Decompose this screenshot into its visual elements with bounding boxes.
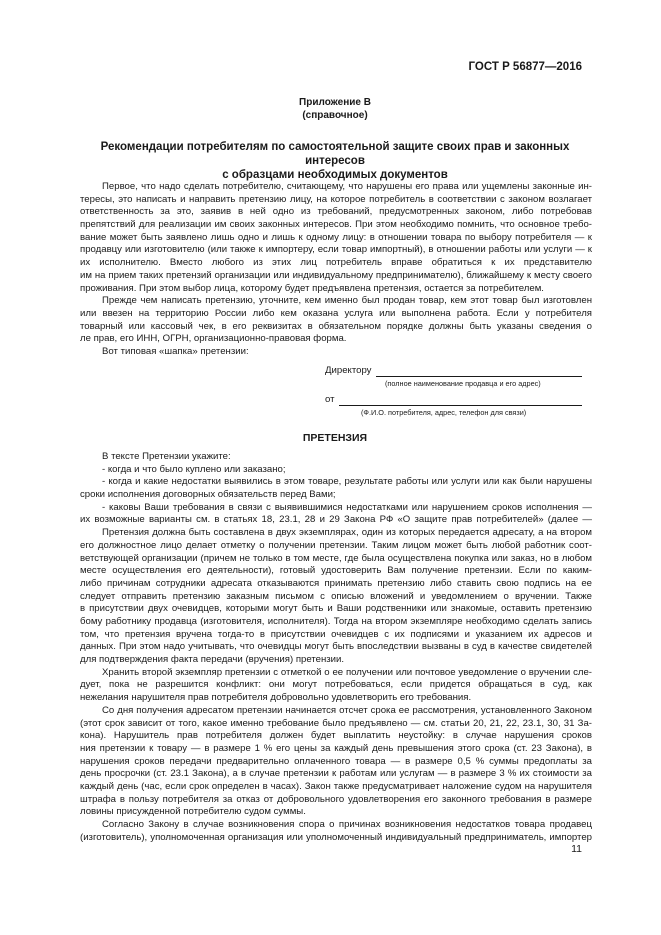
text-line: сроки исполнения договорных обязательств перед Вами; [80, 489, 336, 501]
page-number: 11 [571, 843, 582, 855]
heading-line: Рекомендации потребителям по самостоятельной защите своих прав и законных интересов [100, 141, 570, 167]
director-blank-line [376, 376, 582, 377]
text-line: данных. При этом надо учитывать, что очевидцы могут быть впоследствии вызваны в суд в качестве свидетелей [80, 641, 592, 653]
text-line: Вот типовая «шапка» претензии: [102, 345, 249, 357]
director-note: (полное наименование продавца и его адрес) [385, 379, 541, 388]
text-line: день просрочки (ст. 23.1 Закона), а в случае претензии к работам или услугам — в размере 3 % их стоимости за [80, 768, 592, 780]
text-line: им на прием таких претензий организации или индивидуальному предпринимателю), ближайшему к месту своего [80, 269, 592, 281]
text-line: каждый день (час, если срок определен в часах). Закон также предусматривает наложение судом на нарушителя [80, 780, 592, 792]
text-line: для подтверждения факта передачи (вручения) претензии. [80, 654, 345, 666]
text-line: их исполнителю. Вместо любого из этих лиц потребитель вправе обратиться к их представителю [80, 257, 592, 269]
text-line: ле прав, его ИНН, ОГРН, организационно-правовая форма. [80, 333, 347, 345]
text-line: товарный или кассовый чек, в его реквизитах в обязательном порядке должны быть указаны сведения о [80, 320, 592, 332]
text-line: - когда и что было куплено или заказано; [102, 463, 286, 475]
text-line: следует отправить претензию заказным письмом с описью вложений и уведомлением о вручении. Также [80, 590, 592, 602]
intro-text [80, 181, 592, 359]
text-line: штрафа в пользу потребителя за отказ от добровольного удовлетворения его законного требования в размере [80, 793, 592, 805]
text-line: ответственность за это, заявив в ней одно из требований, предусмотренных законом, либо потребовав [80, 206, 592, 218]
text-line: ловины присужденной потребителю судом суммы. [80, 806, 306, 818]
recommendations-heading [80, 140, 590, 182]
text-line: - каковы Ваши требования в связи с выявившимися недостатками или нарушением сроков исполнения — [102, 501, 592, 513]
text-line: тересы, это написать и направить претензию лицу, на которое потребитель в соответствии с законом возлагает [80, 193, 592, 205]
text-line: нарушения сроков передачи предварительно оплаченного товара — в размере 0,5 % суммы предоплаты за [80, 755, 592, 767]
appendix-title: Приложение В [299, 97, 371, 108]
text-line: вание может быть заявлено лишь одно и лишь к одному лицу: в отношении товара по выбору потребителя — к [80, 231, 592, 243]
claim-title: ПРЕТЕНЗИЯ [302, 432, 368, 444]
text-line: Первое, что надо сделать потребителю, считающему, что нарушены его права или ущемлены законные ин- [102, 181, 592, 192]
standard-code: ГОСТ Р 56877—2016 [468, 61, 582, 73]
director-label: Директору [325, 365, 372, 376]
text-line: нежелания нарушителя прав потребителя добровольно удовлетворить его требования. [80, 692, 472, 704]
text-line: (этот срок зависит от того, какое именно требование было предъявлено — см. статьи 20, 21, 22, 23.1, 30, 31 За- [80, 717, 592, 729]
text-line: дует, пока не разрешится конфликт: они могут потребоваться, если придется обращаться в суд, как [80, 679, 592, 691]
from-note: (Ф.И.О. потребителя, адрес, телефон для связи) [361, 408, 527, 417]
text-line: препятствий для реализации им своих законных интересов. При этом необходимо помнить, что основное требо- [80, 219, 592, 231]
text-line: их возможные варианты см. в статьях 18, 23.1, 28 и 29 Закона РФ «О защите прав потребителей» (далее — [80, 514, 592, 526]
text-line: том, что претензия вручена тогда-то в присутствии очевидцев с их подписями и указанием их адресов и [80, 628, 592, 640]
from-label: от [325, 394, 335, 405]
text-line: продавцу или изготовителю (или также к импортеру, если товар импортный), в отношении работы или услуги — к [80, 244, 592, 256]
text-line: - когда и какие недостатки выявились в этом товаре, результате работы или услуги или как были нарушены [102, 476, 592, 488]
text-line: либо причинам сотрудники адресата отказываются принимать претензию либо ставить свою подпись на ее [80, 577, 592, 589]
text-line: Претензия должна быть составлена в двух экземплярах, один из которых передается адресату, а на втором [102, 527, 592, 539]
text-line: или ввезен на территорию России либо кем оказана услуга или выполнена работа. Если у потребителя [80, 307, 592, 319]
text-line: кона). Нарушитель прав потребителя должен будет выплатить неустойку: в случае нарушения сроков [80, 730, 592, 742]
text-line: Со дня получения адресатом претензии начинается отсчет срока ее рассмотрения, установленного Законом [102, 704, 592, 716]
text-line: месте осуществления его деятельности), готовый удостоверить Вам получение претензии. Если по каким- [80, 565, 592, 577]
text-line: В тексте Претензии укажите: [102, 451, 231, 462]
from-blank-line [339, 405, 582, 406]
heading-line: с образцами необходимых документов [222, 169, 448, 181]
text-line: Хранить второй экземпляр претензии с отметкой о ее получении или почтовое уведомление о вручении сле- [102, 666, 592, 678]
appendix-subtitle: (справочное) [302, 110, 368, 121]
text-line: в присутствии двух очевидцев, которыми могут быть и Ваши родственники или знакомые, оставить претензию [80, 603, 592, 615]
text-line: Прежде чем написать претензию, уточните, кем именно был продан товар, кем этот товар был изготовлен [102, 295, 592, 307]
claim-instructions [80, 451, 592, 844]
text-line: его должностное лицо делает отметку о получении претензии. Таким лицом может быть любой работник соот- [80, 539, 592, 551]
text-line: (изготовитель), уполномоченная организация или уполномоченный индивидуальный предприниматель, импортер [80, 831, 592, 843]
text-line: проживания. При этом выбор лица, которому будет предъявлена претензия, остается за потребителем. [80, 282, 544, 294]
text-line: Согласно Закону в случае возникновения спора о причинах возникновения недостатков товара продавец [102, 819, 592, 831]
text-line: бому работнику продавца (изготовителя, исполнителя). Тогда на втором экземпляре необходимо сделать запись [80, 615, 592, 627]
text-line: ветствующей организации (причем не только в том месте, где была осуществлена покупка или заказ, но в любом [80, 552, 592, 564]
text-line: ния претензии к товару — в размере 1 % его цены за каждый день превышения этого срока (ст. 23 Закона), в [80, 742, 592, 754]
